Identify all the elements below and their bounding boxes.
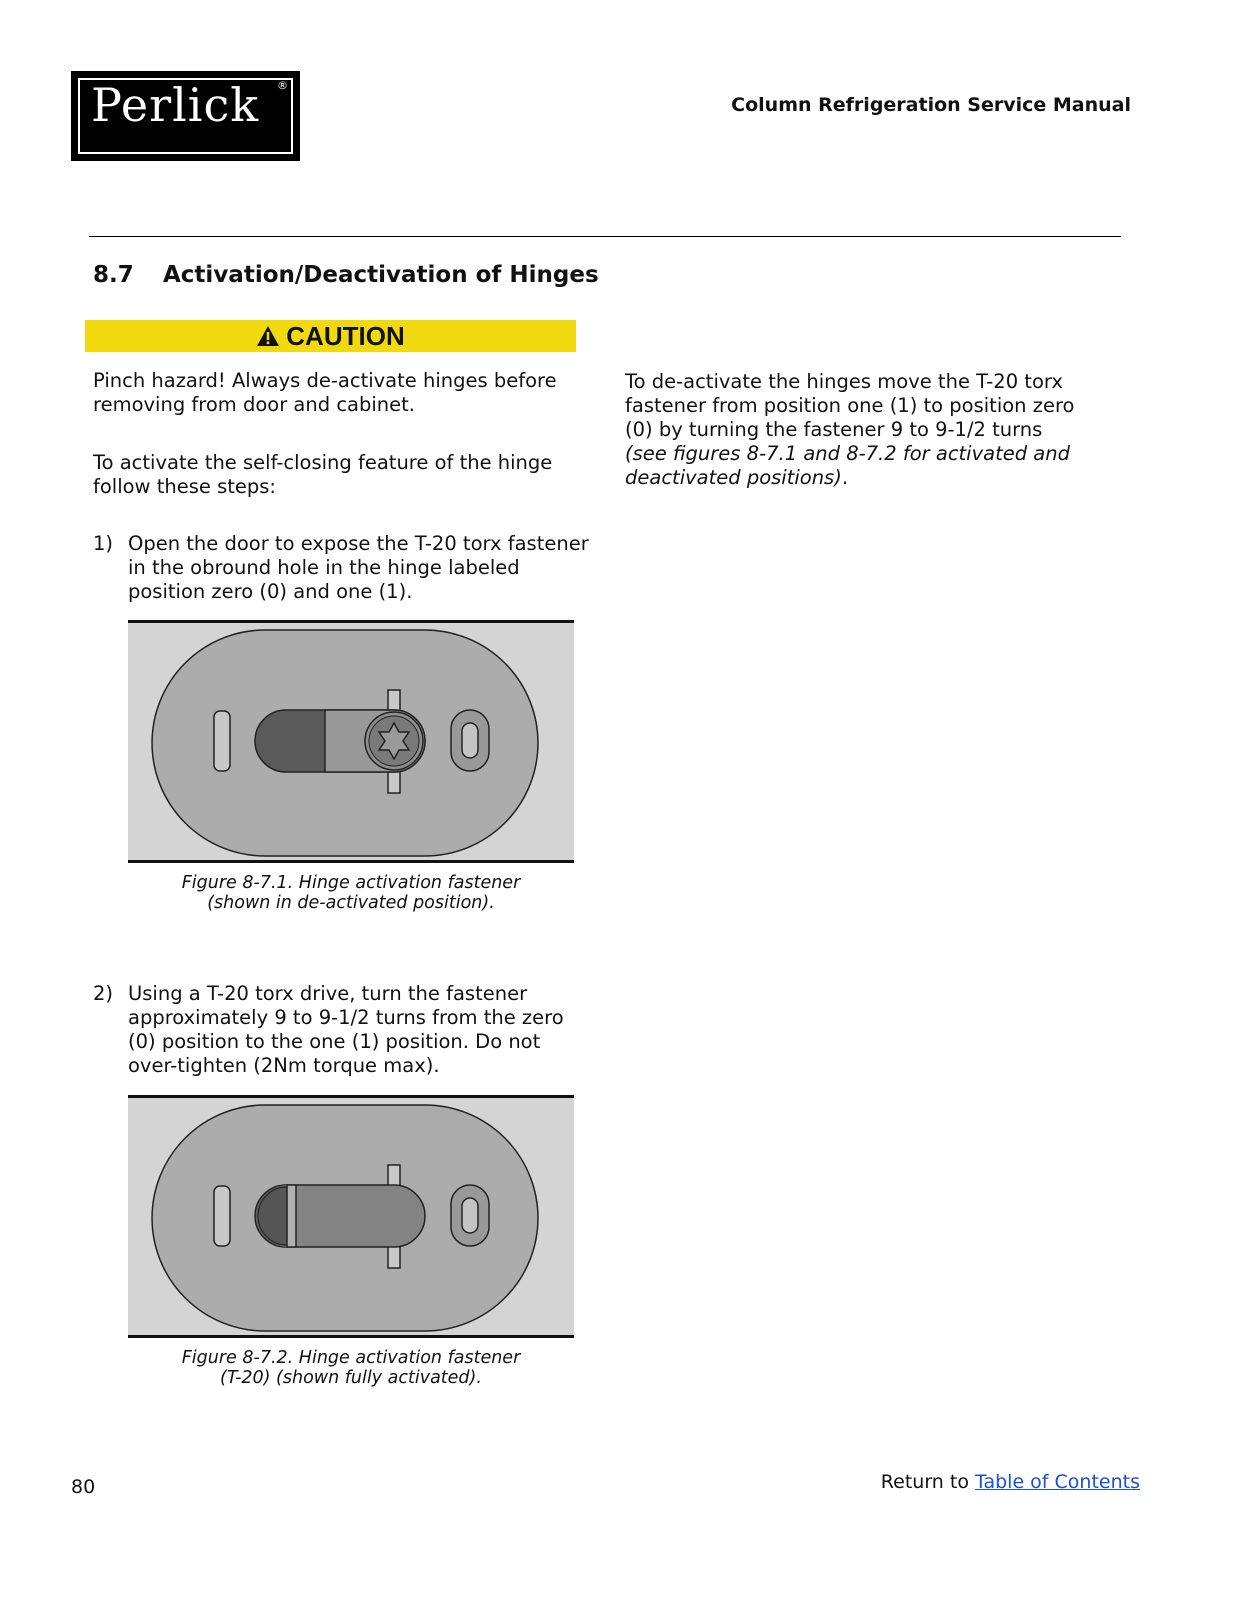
caption-line: (T-20) (shown fully activated). bbox=[220, 1368, 482, 1388]
text-line: in the obround hole in the hinge labeled bbox=[128, 556, 520, 579]
step-number: 1) bbox=[93, 532, 114, 555]
perlick-logo bbox=[71, 71, 300, 161]
italic-text-line: deactivated positions) bbox=[625, 466, 842, 489]
registered-mark: ® bbox=[277, 79, 288, 92]
caption-line: Figure 8-7.2. Hinge activation fastener bbox=[181, 1348, 521, 1368]
caution-label: CAUTION bbox=[286, 321, 405, 351]
figure-hinge-deactivated bbox=[128, 620, 574, 863]
text-line: fastener from position one (1) to position zero bbox=[625, 394, 1075, 417]
text-line: Pinch hazard! Always de-activate hinges before bbox=[93, 369, 557, 392]
caption-line: Figure 8-7.1. Hinge activation fastener bbox=[181, 873, 521, 893]
activate-intro-paragraph bbox=[93, 451, 552, 499]
warning-triangle-icon bbox=[256, 325, 280, 347]
page-number: 80 bbox=[71, 1476, 96, 1498]
text-line: follow these steps: bbox=[93, 475, 276, 498]
section-title: Activation/Deactivation of Hinges bbox=[163, 262, 599, 288]
figure-hinge-activated bbox=[128, 1095, 574, 1338]
text-line: removing from door and cabinet. bbox=[93, 393, 415, 416]
text-line: To de-activate the hinges move the T-20 torx bbox=[625, 370, 1063, 393]
logo-wordmark: Perlick bbox=[91, 78, 260, 132]
text-line: (0) position to the one (1) position. Do not bbox=[128, 1030, 541, 1053]
header-rule bbox=[89, 236, 1121, 237]
text-line: over-tighten (2Nm torque max). bbox=[128, 1054, 440, 1077]
figure-1-caption bbox=[128, 873, 574, 913]
text-line: To activate the self-closing feature of the hinge bbox=[93, 451, 553, 474]
text-line: Using a T-20 torx drive, turn the fastener bbox=[128, 982, 528, 1005]
return-label: Return to bbox=[880, 1471, 975, 1493]
table-of-contents-link[interactable]: Table of Contents bbox=[975, 1471, 1140, 1493]
text-line: position zero (0) and one (1). bbox=[128, 580, 413, 603]
deactivate-paragraph bbox=[625, 370, 1074, 490]
pinch-hazard-paragraph bbox=[93, 369, 557, 417]
text-line: Open the door to expose the T-20 torx fastener bbox=[128, 532, 589, 555]
document-title: Column Refrigeration Service Manual bbox=[731, 94, 1131, 116]
caution-banner bbox=[85, 320, 576, 352]
end-punctuation: . bbox=[841, 466, 849, 489]
step-number: 2) bbox=[93, 982, 114, 1005]
section-heading bbox=[93, 262, 599, 288]
text-line: (0) by turning the fastener 9 to 9-1/2 turns bbox=[625, 418, 1043, 441]
step-text bbox=[128, 532, 589, 604]
italic-text-line: (see figures 8-7.1 and 8-7.2 for activated and bbox=[625, 442, 1070, 465]
figure-2-caption bbox=[128, 1348, 574, 1388]
caption-line: (shown in de-activated position). bbox=[207, 893, 495, 913]
text-line: approximately 9 to 9-1/2 turns from the zero bbox=[128, 1006, 564, 1029]
return-to-toc bbox=[881, 1471, 1140, 1493]
section-number: 8.7 bbox=[93, 262, 134, 288]
step-text bbox=[128, 982, 564, 1078]
